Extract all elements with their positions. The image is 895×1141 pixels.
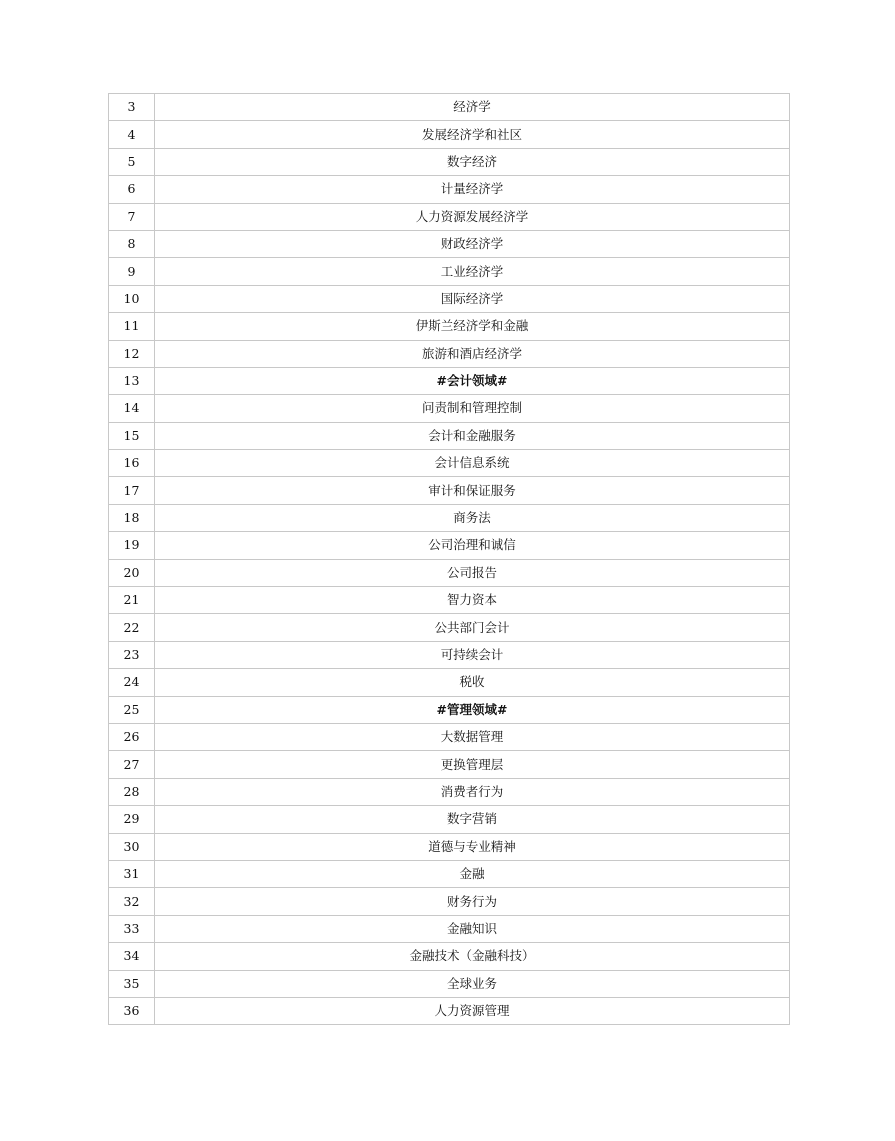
table-row <box>109 778 790 805</box>
table-row <box>109 422 790 449</box>
field-name: 消费者行为 <box>155 778 790 805</box>
topic-table <box>108 93 790 1025</box>
field-name: 审计和保证服务 <box>155 477 790 504</box>
table-row <box>109 751 790 778</box>
field-name: 数字营销 <box>155 806 790 833</box>
field-name: 国际经济学 <box>155 285 790 312</box>
table-row <box>109 94 790 121</box>
field-name: 金融 <box>155 860 790 887</box>
field-name: 问责制和管理控制 <box>155 395 790 422</box>
table-row <box>109 121 790 148</box>
field-name: 经济学 <box>155 94 790 121</box>
row-number: 23 <box>109 641 155 668</box>
row-number: 30 <box>109 833 155 860</box>
table-row <box>109 450 790 477</box>
section-header-row <box>109 696 790 723</box>
section-title: #会计领域# <box>155 367 790 394</box>
row-number: 24 <box>109 669 155 696</box>
table-row <box>109 641 790 668</box>
row-number: 27 <box>109 751 155 778</box>
table-row <box>109 477 790 504</box>
table-row <box>109 340 790 367</box>
field-name: 道德与专业精神 <box>155 833 790 860</box>
row-number: 16 <box>109 450 155 477</box>
field-name: 计量经济学 <box>155 176 790 203</box>
table-row <box>109 943 790 970</box>
field-name: 公司报告 <box>155 559 790 586</box>
row-number: 10 <box>109 285 155 312</box>
field-name: 公共部门会计 <box>155 614 790 641</box>
field-name: 公司治理和诚信 <box>155 532 790 559</box>
row-number: 5 <box>109 148 155 175</box>
row-number: 32 <box>109 888 155 915</box>
field-name: 智力资本 <box>155 587 790 614</box>
field-name: 会计和金融服务 <box>155 422 790 449</box>
row-number: 7 <box>109 203 155 230</box>
field-name: 旅游和酒店经济学 <box>155 340 790 367</box>
row-number: 31 <box>109 860 155 887</box>
field-name: 大数据管理 <box>155 723 790 750</box>
table-row <box>109 559 790 586</box>
table-row <box>109 833 790 860</box>
table-row <box>109 395 790 422</box>
table-row <box>109 176 790 203</box>
row-number: 20 <box>109 559 155 586</box>
field-name: 税收 <box>155 669 790 696</box>
field-name: 金融技术（金融科技） <box>155 943 790 970</box>
table-row <box>109 230 790 257</box>
table-row <box>109 532 790 559</box>
row-number: 22 <box>109 614 155 641</box>
table-row <box>109 806 790 833</box>
field-name: 人力资源管理 <box>155 997 790 1024</box>
table-row <box>109 587 790 614</box>
field-name: 全球业务 <box>155 970 790 997</box>
row-number: 9 <box>109 258 155 285</box>
field-name: 数字经济 <box>155 148 790 175</box>
row-number: 35 <box>109 970 155 997</box>
table-row <box>109 970 790 997</box>
row-number: 11 <box>109 313 155 340</box>
table-row <box>109 723 790 750</box>
table-row <box>109 915 790 942</box>
row-number: 36 <box>109 997 155 1024</box>
table-row <box>109 148 790 175</box>
table-body <box>109 94 790 1025</box>
table-row <box>109 997 790 1024</box>
row-number: 8 <box>109 230 155 257</box>
row-number: 15 <box>109 422 155 449</box>
row-number: 17 <box>109 477 155 504</box>
field-name: 财务行为 <box>155 888 790 915</box>
row-number: 29 <box>109 806 155 833</box>
table-row <box>109 285 790 312</box>
table-row <box>109 203 790 230</box>
field-name: 更换管理层 <box>155 751 790 778</box>
table-row <box>109 504 790 531</box>
field-name: 发展经济学和社区 <box>155 121 790 148</box>
field-name: 伊斯兰经济学和金融 <box>155 313 790 340</box>
field-name: 可持续会计 <box>155 641 790 668</box>
table-row <box>109 258 790 285</box>
row-number: 26 <box>109 723 155 750</box>
field-name: 人力资源发展经济学 <box>155 203 790 230</box>
row-number: 12 <box>109 340 155 367</box>
table-row <box>109 614 790 641</box>
row-number: 4 <box>109 121 155 148</box>
row-number: 3 <box>109 94 155 121</box>
row-number: 25 <box>109 696 155 723</box>
field-name: 工业经济学 <box>155 258 790 285</box>
row-number: 18 <box>109 504 155 531</box>
row-number: 6 <box>109 176 155 203</box>
section-header-row <box>109 367 790 394</box>
field-name: 会计信息系统 <box>155 450 790 477</box>
table-row <box>109 313 790 340</box>
row-number: 28 <box>109 778 155 805</box>
table-row <box>109 669 790 696</box>
row-number: 21 <box>109 587 155 614</box>
field-name: 财政经济学 <box>155 230 790 257</box>
field-name: 商务法 <box>155 504 790 531</box>
row-number: 33 <box>109 915 155 942</box>
row-number: 14 <box>109 395 155 422</box>
row-number: 13 <box>109 367 155 394</box>
row-number: 34 <box>109 943 155 970</box>
table-row <box>109 860 790 887</box>
row-number: 19 <box>109 532 155 559</box>
table-row <box>109 888 790 915</box>
section-title: #管理领域# <box>155 696 790 723</box>
field-name: 金融知识 <box>155 915 790 942</box>
